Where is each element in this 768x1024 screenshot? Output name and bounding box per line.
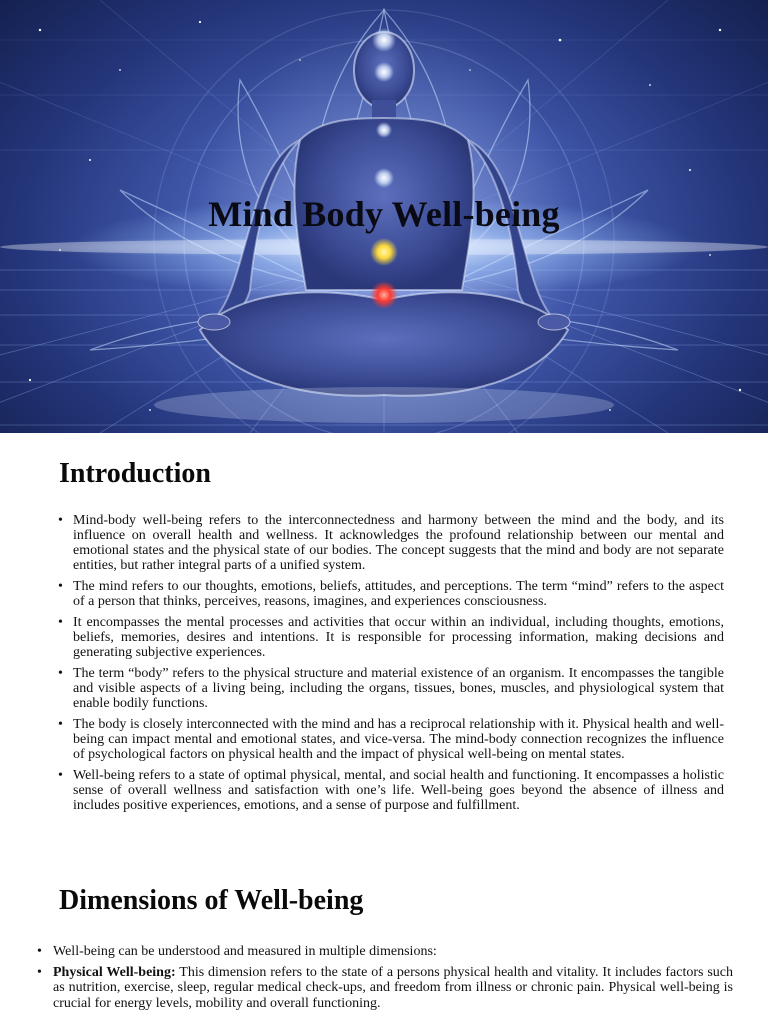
introduction-list — [58, 513, 724, 819]
bullet-icon: • — [37, 944, 42, 959]
bullet-icon: • — [58, 768, 63, 783]
introduction-heading: Introduction — [59, 458, 211, 489]
list-item — [58, 615, 724, 660]
list-item — [58, 717, 724, 762]
dimensions-list — [37, 944, 734, 1016]
hero-banner — [0, 0, 768, 433]
list-item — [37, 944, 733, 960]
bullet-icon: • — [58, 579, 63, 594]
bullet-icon: • — [58, 615, 63, 630]
list-item-text: Mind-body well-being refers to the interconnectedness and harmony between the mind and the body, and its influence on overall health and wellness. It acknowledges the profound relationship between our mental and emotional states and the physical state of our bodies. The concept suggests that the mind and body are not separate entities, but rather integral parts of a unified system. — [73, 513, 724, 573]
list-item-text: The body is closely interconnected with the mind and has a reciprocal relationship with it. Physical health and well-being can impact mental and emotional states, and vice-versa. The mind-body connection recognizes the influence of psychological factors on physical health and the impact of physical well-being on mental states. — [73, 717, 724, 762]
list-item — [37, 964, 734, 1012]
list-item — [58, 579, 724, 609]
list-item-lead: Physical Well-being: — [53, 964, 176, 980]
bullet-icon: • — [58, 666, 63, 681]
list-item-text: Well-being refers to a state of optimal physical, mental, and social health and functioning. It encompasses a holistic sense of overall wellness and satisfaction with one’s life. Well-being goes beyond the absence of illness and includes positive experiences, emotions, and a sense of purpose and fulfillment. — [73, 768, 724, 813]
list-item-text: The term “body” refers to the physical structure and material existence of an organism. It encompasses the tangible and visible aspects of a living being, including the organs, tissues, bones, muscles, and physiological system that enable bodily functions. — [73, 666, 724, 711]
dimensions-heading: Dimensions of Well-being — [59, 885, 364, 916]
list-item — [58, 513, 724, 573]
bullet-icon: • — [37, 964, 42, 980]
list-item-text: The mind refers to our thoughts, emotions, beliefs, attitudes, and perceptions. The term “mind” refers to the aspect of a person that thinks, perceives, reasons, imagines, and experiences consciousness. — [73, 579, 724, 609]
document-title: Mind Body Well-being — [208, 194, 560, 234]
list-item — [58, 666, 724, 711]
list-item-text: It encompasses the mental processes and activities that occur within an individual, including thoughts, emotions, beliefs, memories, desires and intentions. It is responsible for processing information, making decisions and generating subjective experiences. — [73, 615, 724, 660]
bullet-icon: • — [58, 513, 63, 528]
list-item-text: Well-being can be understood and measured in multiple dimensions: — [53, 944, 437, 959]
bullet-icon: • — [58, 717, 63, 732]
list-item-text: This dimension refers to the state of a persons physical health and vitality. It includes factors such as nutrition, exercise, sleep, regular medical check-ups, and freedom from illness or chronic pain. Physical well-being is crucial for energy levels, mobility and overall functioning. — [53, 964, 734, 1011]
list-item — [58, 768, 724, 813]
